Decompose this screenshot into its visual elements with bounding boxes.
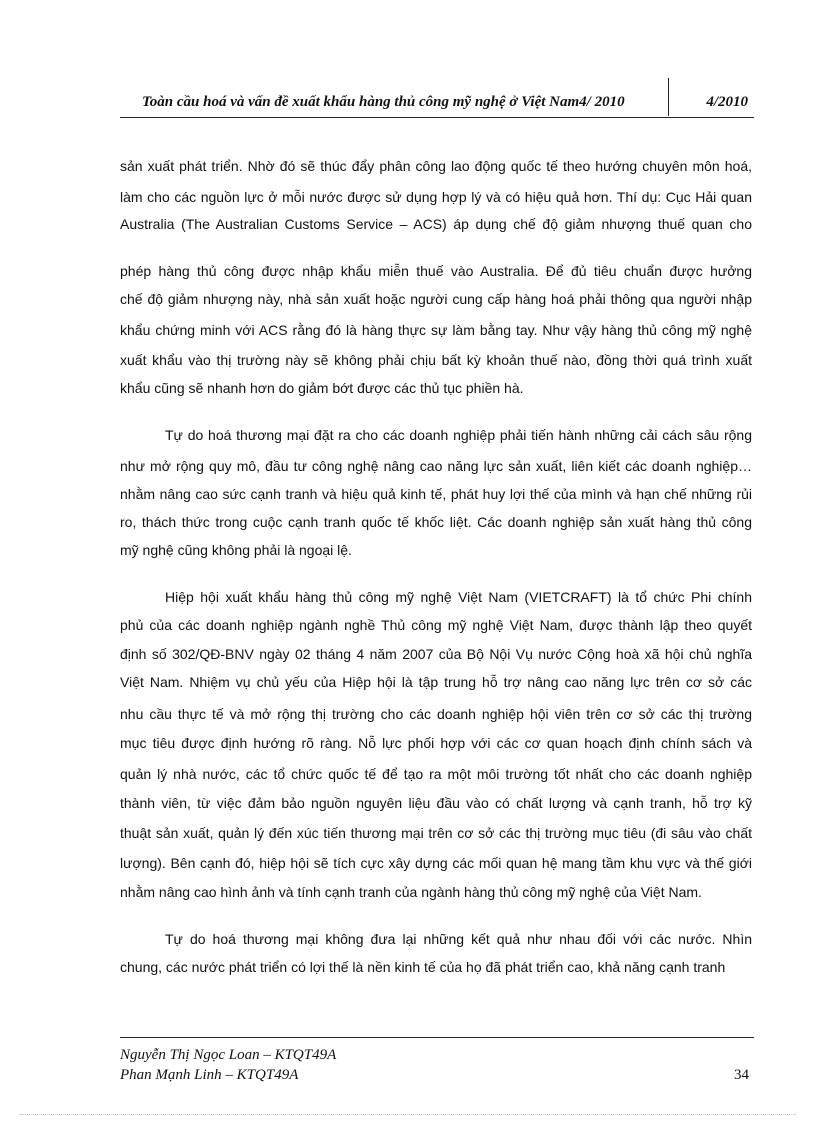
text-line: xuất khẩu vào thị trường này sẽ không phải chịu bất kỳ khoản thuế nào, đồng thời quá trình xuất <box>120 352 752 368</box>
text-line: định số 302/QĐ-BNV ngày 02 tháng 4 năm 2007 của Bộ Nội Vụ nước Cộng hoà xã hội chủ nghĩa <box>120 646 752 662</box>
header-title: Toàn cầu hoá và vấn đề xuất khẩu hàng thủ công mỹ nghệ ở Việt Nam4/ 2010 <box>142 94 625 110</box>
text-line: khẩu chứng minh với ACS rằng đó là hàng thực sự làm bằng tay. Như vậy hàng thủ công mỹ nghệ <box>120 322 752 338</box>
header-date: 4/2010 <box>706 94 748 110</box>
text-line: ro, thách thức trong cuộc cạnh tranh quốc tế khốc liệt. Các doanh nghiệp sản xuất hàng thủ công <box>120 514 752 530</box>
text-line: Tự do hoá thương mại không đưa lại những kết quả như nhau đối với các nước. Nhìn <box>165 931 752 947</box>
text-line: thành viên, từ việc đảm bảo nguồn nguyên liệu đầu vào có chất lượng và cạnh tranh, hỗ trợ kỹ <box>120 795 752 811</box>
text-line: làm cho các nguồn lực ở mỗi nước được sử dụng hợp lý và có hiệu quả hơn. Thí dụ: Cục Hải quan <box>120 189 752 205</box>
text-line: Hiệp hội xuất khẩu hàng thủ công mỹ nghệ Việt Nam (VIETCRAFT) là tổ chức Phi chính <box>165 589 752 605</box>
text-line: mỹ nghệ cũng không phải là ngoại lệ. <box>120 542 352 558</box>
text-line: chung, các nước phát triển có lợi thế là nền kinh tế của họ đã phát triển cao, khả năng cạnh tranh <box>120 959 726 975</box>
text-line: sản xuất phát triển. Nhờ đó sẽ thúc đẩy phân công lao động quốc tế theo hướng chuyên môn hoá, <box>120 158 752 174</box>
text-line: như mở rộng quy mô, đầu tư công nghệ nâng cao năng lực sản xuất, liên kiết các doanh nghiệp… <box>120 458 752 474</box>
text-line: quản lý nhà nước, các tổ chức quốc tế để tạo ra một môi trường tốt nhất cho các doanh nghiệp <box>120 766 752 782</box>
text-line: thuật sản xuất, quản lý đến xúc tiến thương mại trên cơ sở các thị trường mục tiêu (đi sâu vào chất <box>120 825 752 841</box>
text-line: Tự do hoá thương mại đặt ra cho các doanh nghiệp phải tiến hành những cải cách sâu rộng <box>165 427 752 443</box>
header-separator <box>668 78 669 116</box>
text-line: nhu cầu thực tế và mở rộng thị trường cho các doanh nghiệp hội viên trên cơ sở các thị trường <box>120 706 752 722</box>
text-line: mục tiêu được định hướng rõ ràng. Nỗ lực phối hợp với các cơ quan hoạch định chính sách và <box>120 735 752 751</box>
author-line: Phan Mạnh Linh – KTQT49A <box>120 1067 299 1083</box>
footer-rule <box>120 1037 754 1038</box>
text-line: Việt Nam. Nhiệm vụ chủ yếu của Hiệp hội là tập trung hỗ trợ nâng cao năng lực trên cơ sở các <box>120 674 752 690</box>
text-line: nhằm nâng cao sức cạnh tranh và hiệu quả kinh tế, phát huy lợi thế của mình và hạn chế những rủi <box>120 486 752 502</box>
page-header <box>120 78 754 118</box>
text-line: nhằm nâng cao hình ảnh và tính cạnh tranh của ngành hàng thủ công mỹ nghệ của Việt Nam. <box>120 884 702 900</box>
text-line: Australia (The Australian Customs Service – ACS) áp dụng chế độ giảm nhượng thuế quan cho <box>120 216 752 232</box>
text-line: chế độ giảm nhượng này, nhà sản xuất hoặc người cung cấp hàng hoá phải thông qua người nhập <box>120 291 752 307</box>
text-line: lượng). Bên cạnh đó, hiệp hội sẽ tích cực xây dựng các mối quan hệ mang tầm khu vực và thế giới <box>120 855 752 871</box>
text-line: phép hàng thủ công được nhập khẩu miễn thuế vào Australia. Để đủ tiêu chuẩn được hưởng <box>120 263 752 279</box>
author-line: Nguyễn Thị Ngọc Loan – KTQT49A <box>120 1047 337 1063</box>
text-line: khẩu cũng sẽ nhanh hơn do giảm bớt được các thủ tục phiền hà. <box>120 380 524 396</box>
text-line: phủ của các doanh nghiệp ngành nghề Thủ công mỹ nghệ Việt Nam, được thành lập theo quyết <box>120 617 752 633</box>
header-rule <box>120 117 754 118</box>
page-number: 34 <box>734 1067 749 1083</box>
page-bottom-dotted-line <box>20 1114 796 1115</box>
